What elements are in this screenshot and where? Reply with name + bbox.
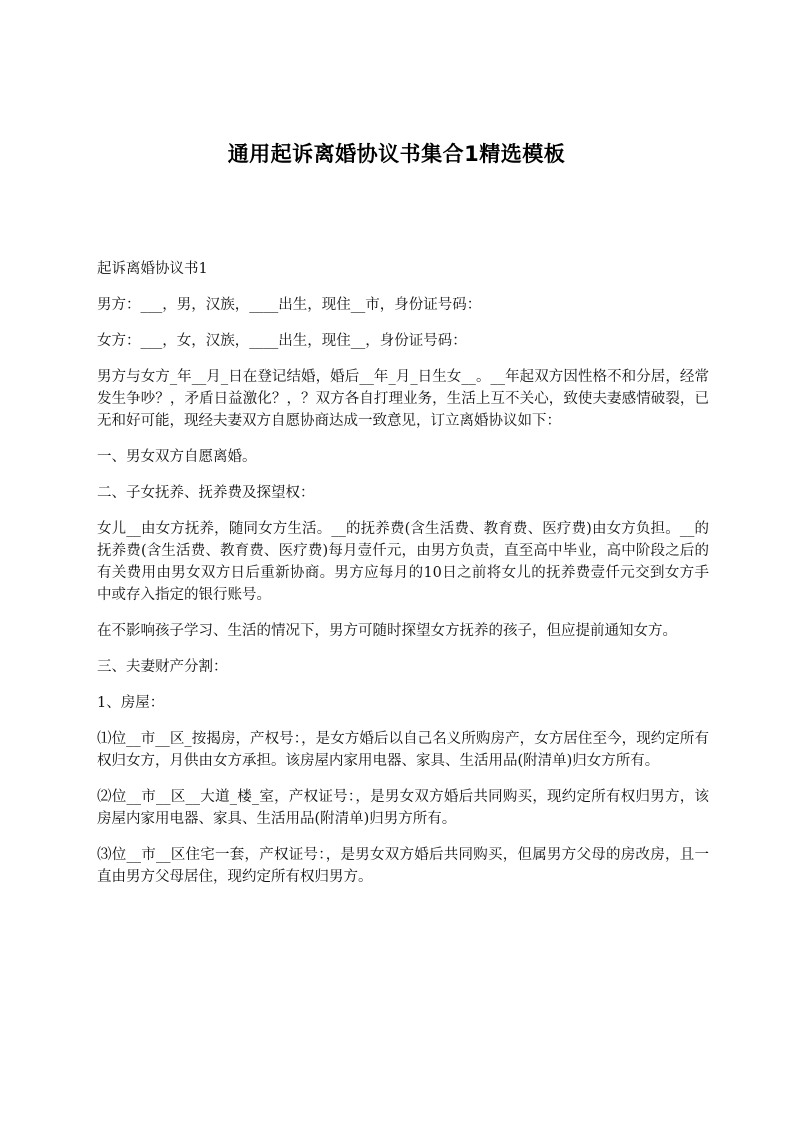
clause-divorce: 一、男女双方自愿离婚。 [97, 449, 257, 465]
document-title: 通用起诉离婚协议书集合1精选模板 [227, 142, 566, 166]
housing-heading: 1、房屋： [97, 695, 165, 711]
housing-item-2: ⑵位__市__区__大道_楼_室，产权证号：，是男女双方婚后共同购买，现约定所有权归男方，该房屋内家用电器、家具、生活用品(附清单)归男方所有。 [97, 789, 709, 827]
child-support-paragraph: 女儿__由女方抚养，随同女方生活。__的抚养费(含生活费、教育费、医疗费)由女方负担。__的抚养费(含生活费、教育费、医疗费)每月壹仟元，由男方负责，直至高中毕业，高中阶段之后的有关费用由男女双方日后重新协商。男方应每月的10日之前将女儿的抚养费壹仟元交到女方手中或存入指定的银行账号。 [97, 521, 709, 603]
female-party-info: 女方：___，女，汉族，____出生，现住__，身份证号码： [97, 333, 467, 349]
male-party-info: 男方：___，男，汉族，____出生，现住__市，身份证号码： [97, 297, 482, 313]
housing-item-3: ⑶位__市__区住宅一套，产权证号：，是男女双方婚后共同购买，但属男方父母的房改房，且一直由男方父母居住，现约定所有权归男方。 [97, 847, 709, 885]
clause-property-heading: 三、夫妻财产分割： [97, 659, 228, 675]
section-heading: 起诉离婚协议书1 [97, 261, 208, 277]
clause-child-heading: 二、子女抚养、抚养费及探望权： [97, 485, 315, 501]
document-body [97, 258, 709, 902]
visitation-paragraph: 在不影响孩子学习、生活的情况下，男方可随时探望女方抚养的孩子，但应提前通知女方。 [97, 623, 677, 639]
background-paragraph: 男方与女方_年__月_日在登记结婚，婚后__年_月_日生女__。__年起双方因性格不和分居，经常发生争吵？，矛盾日益激化？，？双方各自打理业务，生活上互不关心，致使夫妻感情破裂，已无和好可能，现经夫妻双方自愿协商达成一致意见，订立离婚协议如下： [97, 369, 709, 429]
housing-item-1: ⑴位__市__区_按揭房，产权号：，是女方婚后以自己名义所购房产，女方居住至今，现约定所有权归女方，月供由女方承担。该房屋内家用电器、家具、生活用品(附清单)归女方所有。 [97, 731, 709, 769]
